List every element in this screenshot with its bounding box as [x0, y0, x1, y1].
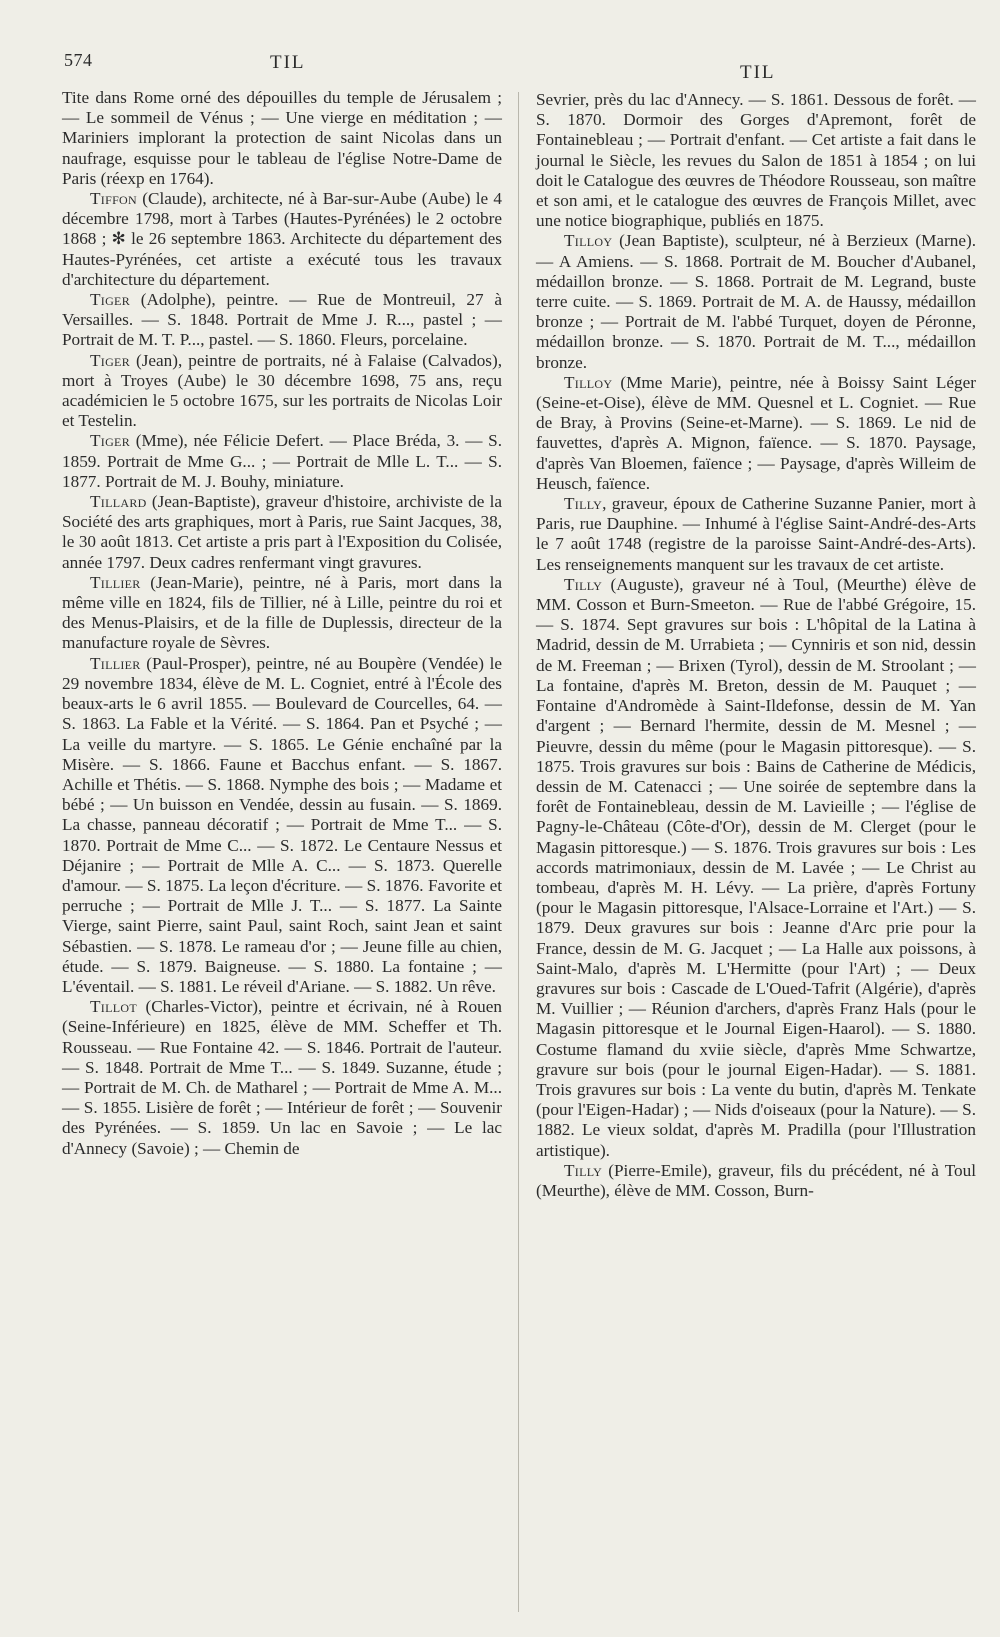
- entry-text: (Charles-Victor), peintre et écrivain, né à Rouen (Seine-Inférieure) en 1825, élève de MM. Scheffer et Th. Rousseau. — Rue Fontaine 42. — S. 1846. Portrait de l'auteur. — S. 1848. Portrait de Mme T... — S. 1849. Suzanne, étude ; — Portrait de M. Ch. de Matharel ; — Portrait de Mme A. M... — S. 1855. Lisière de forêt ; — Intérieur de forêt ; — Souvenir des Pyrénées. — S. 1859. Un lac en Savoie ; — Le lac d'Annecy (Savoie) ; — Chemin de: [62, 997, 502, 1158]
- dictionary-entry: [536, 373, 976, 494]
- page-number: 574: [64, 50, 93, 70]
- entry-headword: Tilloy: [564, 231, 613, 251]
- entry-text: (Jean), peintre de portraits, né à Falaise (Calvados), mort à Troyes (Aube) le 30 décembre 1698, 75 ans, reçu académicien le 5 octobre 1675, sur les portraits de Nicolas Loir et Testelin.: [62, 350, 502, 431]
- right-column: [536, 90, 976, 1201]
- dictionary-entry: [536, 494, 976, 575]
- entry-headword: Tilly: [564, 574, 603, 594]
- entry-text: (Mme Marie), peintre, née à Boissy Saint Léger (Seine-et-Oise), élève de MM. Quesnel et L. Cogniet. — Rue de Bray, à Provins (Seine-et-Marne). — S. 1869. Le nid de fauvettes, d'après A. Mignon, faïence. — S. 1870. Paysage, d'après Van Bloemen, faïence ; — Paysage, d'après Willeim de Heusch, faïence.: [536, 372, 976, 493]
- entry-headword: Tiger: [90, 290, 130, 310]
- entry-text: (Jean-Marie), peintre, né à Paris, mort dans la même ville en 1824, fils de Tillier, né à Lille, peintre du roi et des Menus-Plaisirs, et de la fille de Duplessis, directeur de la manufacture royale de Sèvres.: [62, 572, 502, 653]
- entry-text: (Mme), née Félicie Defert. — Place Bréda, 3. — S. 1859. Portrait de Mme G... ; — Portrait de Mlle L. T... — S. 1877. Portrait de M. J. Bouhy, miniature.: [62, 431, 502, 491]
- entry-text: (Claude), architecte, né à Bar-sur-Aube (Aube) le 4 décembre 1798, mort à Tarbes (Hautes-Pyrénées) le 2 octobre 1868 ; ✻ le 26 septembre 1863. Architecte du département des Hautes-Pyrénées, cet artiste a exécuté tous les travaux d'architecture du département.: [62, 189, 502, 289]
- dictionary-entry: [62, 290, 502, 351]
- dictionary-entry: [62, 654, 502, 997]
- entry-headword: Tillard: [90, 492, 147, 512]
- dictionary-entry: [62, 573, 502, 654]
- entry-headword: Tilloy: [564, 372, 613, 392]
- dictionary-entry: [62, 492, 502, 573]
- entry-headword: Tillot: [90, 997, 137, 1017]
- dictionary-entry: [536, 231, 976, 372]
- dictionary-entry: [62, 351, 502, 432]
- entry-headword: Tilly: [564, 494, 603, 514]
- dictionary-entry: [536, 575, 976, 1161]
- entry-headword: Tiffon: [90, 189, 137, 209]
- entry-text: (Adolphe), peintre. — Rue de Montreuil, 27 à Versailles. — S. 1848. Portrait de Mme J. R..., pastel ; — Portrait de M. T. P..., pastel. — S. 1860. Fleurs, porcelaine.: [62, 290, 502, 350]
- dictionary-entry: [62, 431, 502, 492]
- left-column: [62, 88, 502, 1159]
- entry-text: (Jean Baptiste), sculpteur, né à Berzieux (Marne). — A Amiens. — S. 1868. Portrait de M. Boucher d'Aubanel, médaillon bronze. — S. 1868. Portrait de M. Legrand, buste terre cuite. — S. 1869. Portrait de M. A. de Haussy, médaillon bronze ; — Portrait de M. l'abbé Turquet, doyen de Péronne, médaillon bronze. — S. 1870. Portrait de M. T..., médaillon bronze.: [536, 231, 976, 372]
- dictionary-entry: [62, 997, 502, 1159]
- dictionary-entry: [536, 90, 976, 231]
- entry-headword: Tillier: [90, 572, 141, 592]
- entry-text: (Pierre-Emile), graveur, fils du précédent, né à Toul (Meurthe), élève de MM. Cosson, Burn-: [536, 1160, 976, 1200]
- entry-text: , graveur, époux de Catherine Suzanne Panier, mort à Paris, rue Dauphine. — Inhumé à l'église Saint-André-des-Arts le 7 août 1748 (registre de la paroisse Saint-André-des-Arts). Les renseignements manquent sur les travaux de cet artiste.: [536, 494, 976, 574]
- entry-headword: Tilly: [564, 1160, 603, 1180]
- entry-text: (Paul-Prosper), peintre, né au Boupère (Vendée) le 29 novembre 1834, élève de M. L. Cogniet, entré à l'École des beaux-arts le 6 avril 1855. — Boulevard de Courcelles, 64. — S. 1863. La Fable et la Vérité. — S. 1864. Pan et Psyché ; — La veille du martyre. — S. 1865. Le Génie enchaîné par la Misère. — S. 1866. Faune et Bacchus enfant. — S. 1867. Achille et Thétis. — S. 1868. Nymphe des bois ; — Madame et bébé ; — Un buisson en Vendée, dessin au fusain. — S. 1869. La chasse, panneau décoratif ; — Portrait de Mme T... — S. 1870. Portrait de Mme C... — S. 1872. Le Centaure Nessus et Déjanire ; — Portrait de Mlle A. C... — S. 1873. Querelle d'amour. — S. 1875. La leçon d'écriture. — S. 1876. Favorite et perruche ; — Portrait de Mlle J. T... — S. 1877. La Sainte Vierge, saint Pierre, saint Paul, saint Roch, saint Jean et saint Sébastien. — S. 1878. Le rameau d'or ; — Jeune fille au chien, étude. — S. 1879. Baigneuse. — S. 1880. La fontaine ; — L'éventail. — S. 1881. Le réveil d'Ariane. — S. 1882. Un rêve.: [62, 653, 502, 996]
- dictionary-entry: [536, 1161, 976, 1201]
- dictionary-entry: [62, 189, 502, 290]
- entry-text: Sevrier, près du lac d'Annecy. — S. 1861. Dessous de forêt. — S. 1870. Dormoir des Gorges d'Apremont, forêt de Fontainebleau ; — Portrait d'enfant. — Cet artiste a fait dans le journal le Siècle, les revues du Salon de 1851 à 1854 ; on lui doit le Catalogue des œuvres de Théodore Rousseau, son maître et son ami, et le catalogue des œuvres de François Millet, avec une notice biographique, publiés en 1875.: [536, 90, 976, 231]
- entry-text: (Auguste), graveur né à Toul, (Meurthe) élève de MM. Cosson et Burn-Smeeton. — Rue de l'abbé Grégoire, 15. — S. 1874. Sept gravures sur bois : L'hôpital de la Latina à Madrid, dessin de M. Urrabieta ; — Cynniris et son nid, dessin de M. Freeman ; — Brixen (Tyrol), dessin de M. Stroolant ; — La fontaine, d'après M. Breton, dessin de M. Pauquet ; — Fontaine d'Andromède à Saint-Ildefonse, dessin de M. Yan d'argent ; — Bernard l'hermite, dessin de M. Mesnel ; — Pieuvre, dessin du même (pour le Magasin pittoresque). — S. 1875. Trois gravures sur bois : Bains de Catherine de Médicis, dessin de M. Catenacci ; — Une soirée de septembre dans la forêt de Fontainebleau, dessin de M. Lavieille ; — l'église de Pagny-le-Château (Côte-d'Or), dessin de M. Clerget (pour le Magasin pittoresque.) — S. 1876. Trois gravures sur bois : Les accords matrimoniaux, dessin de M. Lavée ; — Le Christ au tombeau, d'après M. H. Lévy. — La prière, d'après Fortuny (pour le Magasin pittoresque, l'Alsace-Lorraine et l'Art.) — S. 1879. Deux gravures sur bois : Jeanne d'Arc prie pour la France, dessin de M. G. Jacquet ; — La Halle aux poissons, à Saint-Malo, d'après M. L'Hermitte (pour l'Art) ; — Deux gravures sur bois : Cascade de L'Oued-Tafrit (Algérie), d'après M. Vuillier ; — Réunion d'archers, d'après Franz Hals (pour le Magasin pittoresque et le Journal Eigen-Haarol). — S. 1880. Costume flamand du xviie siècle, d'après Mme Schwartze, gravure sur bois (pour le journal Eigen-Hadar). — S. 1881. Trois gravures sur bois : La vente du butin, d'après M. Tenkate (pour l'Eigen-Hadar) ; — Nids d'oiseaux (pour la Nature). — S. 1882. Le vieux soldat, d'après M. Pradilla (pour l'Illustration artistique).: [536, 574, 976, 1160]
- entry-text: (Jean-Baptiste), graveur d'histoire, archiviste de la Société des arts graphiques, mort à Paris, rue Saint Jacques, 38, le 30 août 1813. Cet artiste a pris part à l'Exposition du Colisée, année 1797. Deux cadres renfermant vingt gravures.: [62, 492, 502, 572]
- entry-text: Tite dans Rome orné des dépouilles du temple de Jérusalem ; — Le sommeil de Vénus ; — Une vierge en méditation ; — Mariniers implorant la protection de saint Nicolas dans un naufrage, esquisse pour le tableau de l'église Notre-Dame de Paris (réexp en 1764).: [62, 88, 502, 188]
- dictionary-entry: [62, 88, 502, 189]
- column-divider: [518, 92, 519, 1612]
- entry-headword: Tillier: [90, 653, 141, 673]
- running-head-right: TIL: [740, 62, 776, 83]
- entry-headword: Tiger: [90, 350, 130, 370]
- entry-headword: Tiger: [90, 431, 130, 451]
- running-head-left: TIL: [270, 52, 306, 73]
